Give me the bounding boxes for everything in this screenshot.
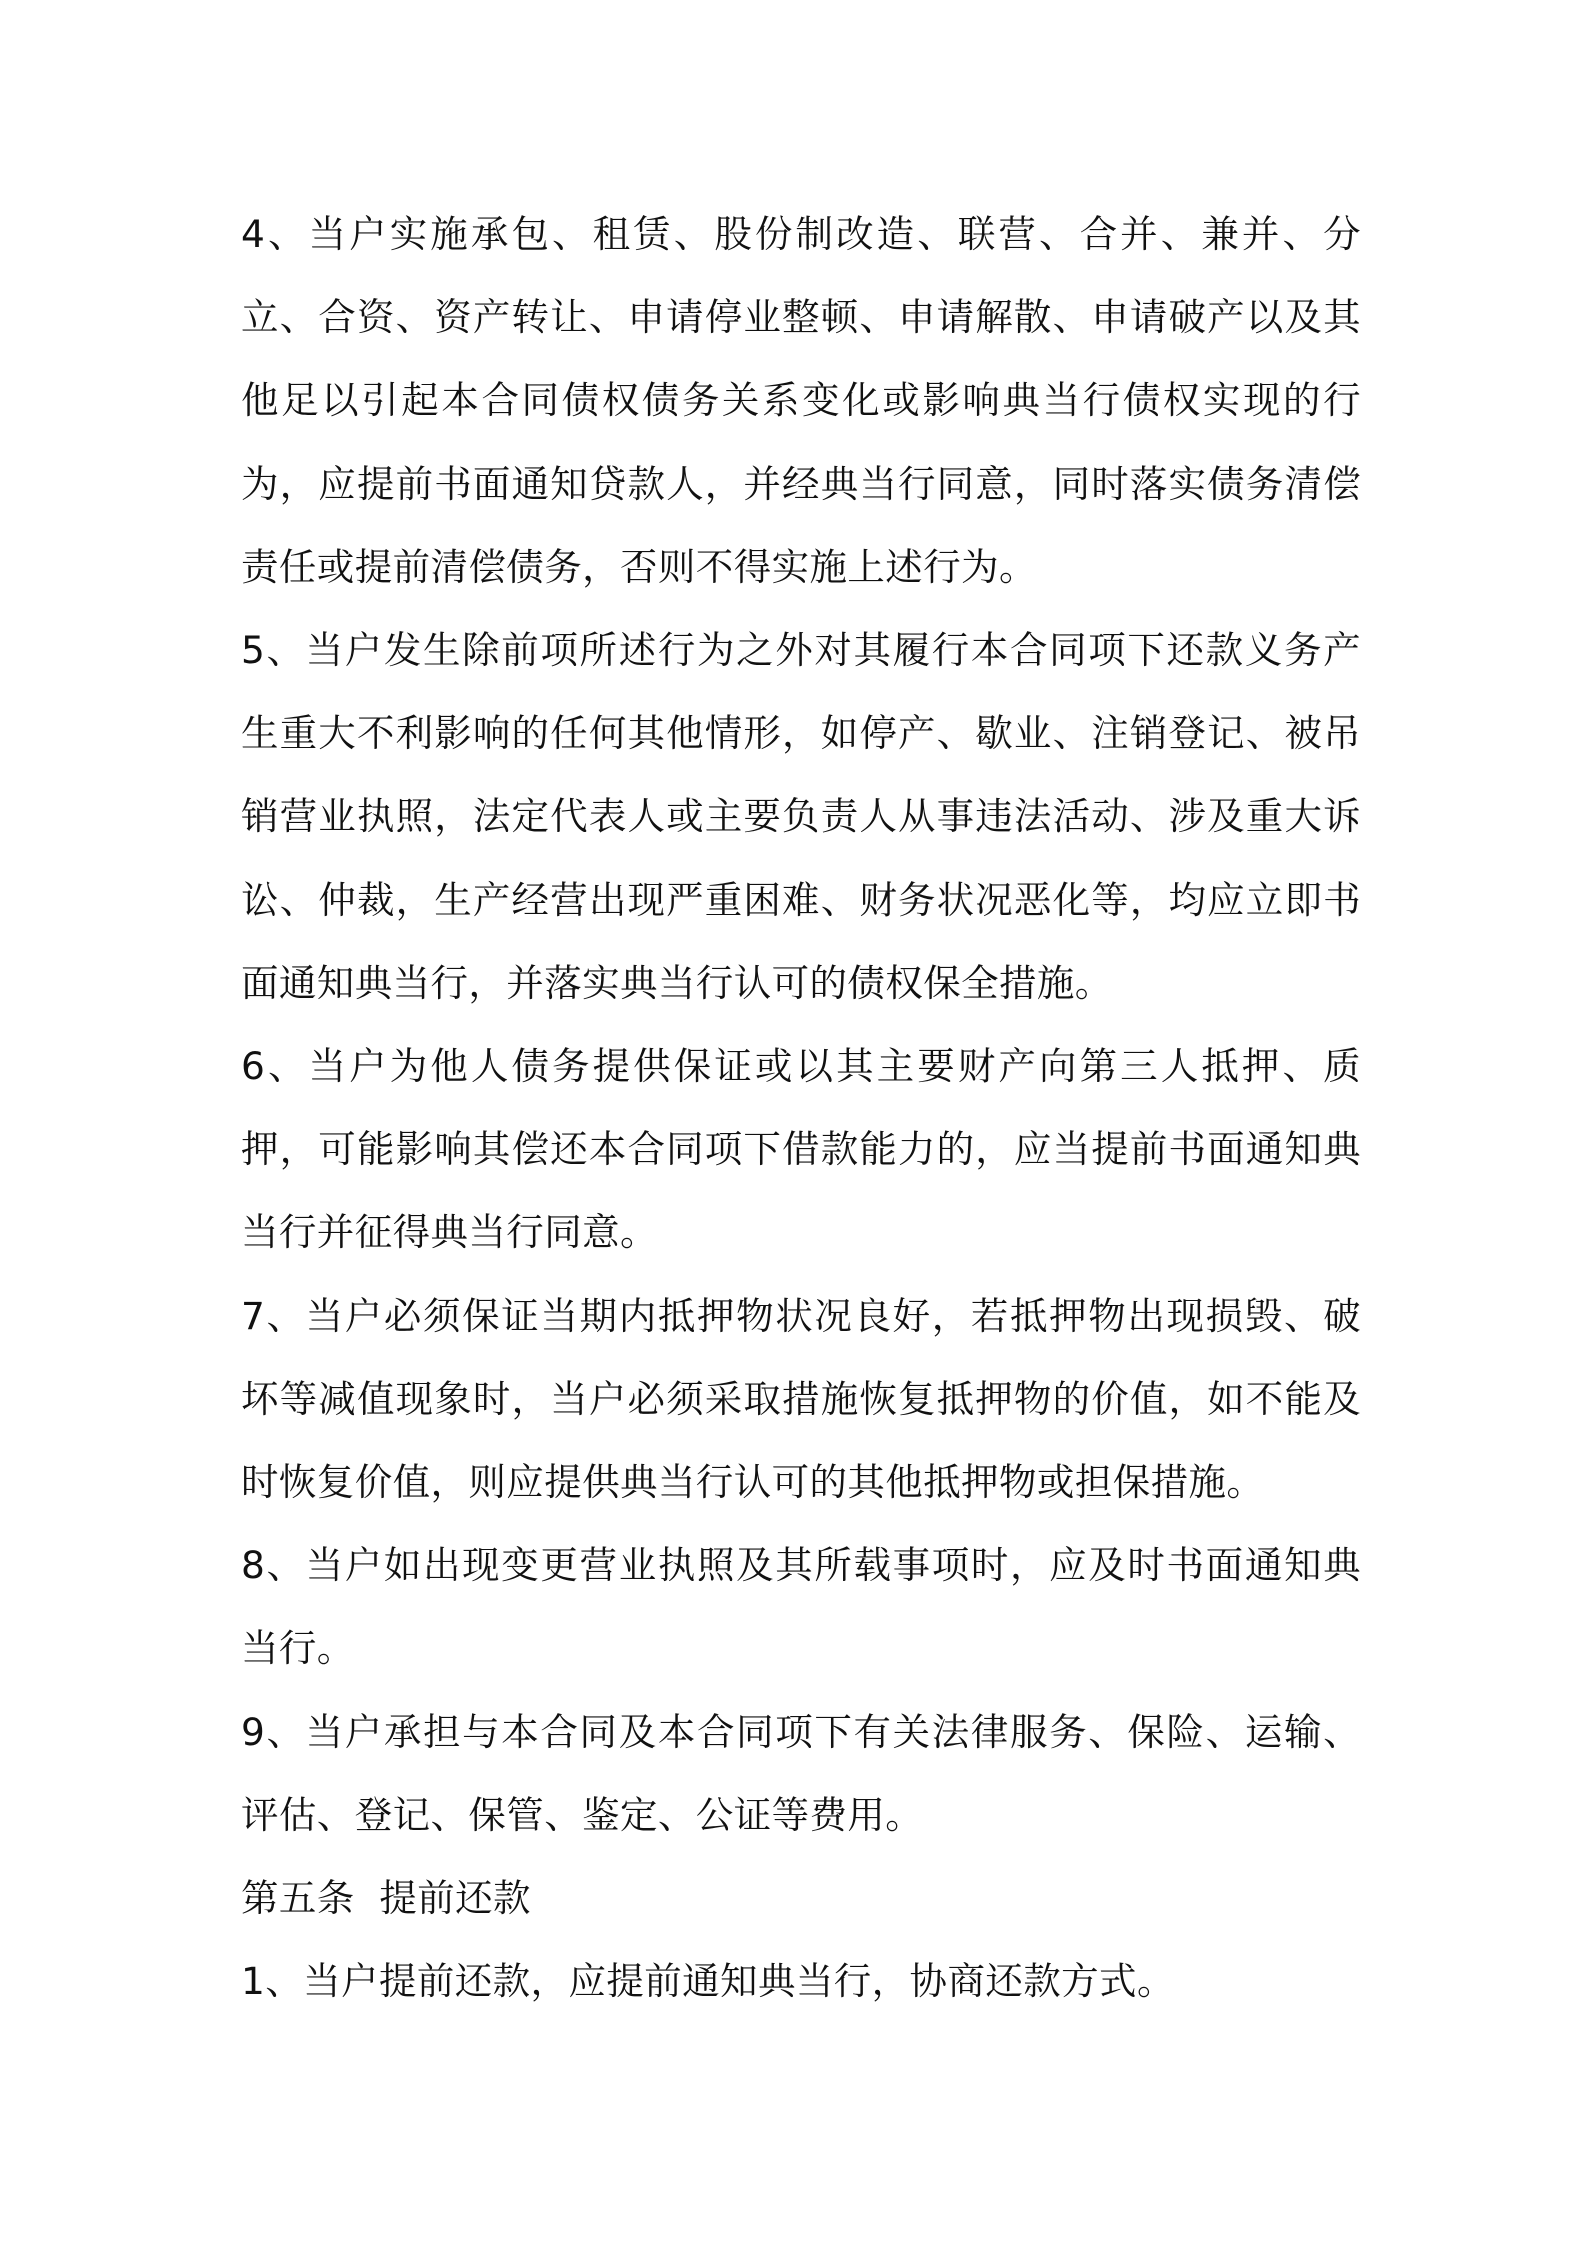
clause-7-paragraph: 7、当户必须保证当期内抵押物状况良好，若抵押物出现损毁、破坏等减值现象时，当户必须采取措施恢复抵押物的价值，如不能及时恢复价值，则应提供典当行认可的其他抵押物或担保措施。 [241, 1293, 1361, 1505]
clause-6-paragraph: 6、当户为他人债务提供保证或以其主要财产向第三人抵押、质押，可能影响其偿还本合同项下借款能力的，应当提前书面通知典当行并征得典当行同意。 [241, 1044, 1361, 1255]
clause-4-paragraph: 4、当户实施承包、租赁、股份制改造、联营、合并、兼并、分立、合资、资产转让、申请停业整顿、申请解散、申请破产以及其他足以引起本合同债权债务关系变化或影响典当行债权实现的行为，应提前书面通知贷款人，并经典当行同意，同时落实债务清偿责任或提前清偿债务，否则不得实施上述行为。 [241, 212, 1361, 589]
clause-9-paragraph: 9、当户承担与本合同及本合同项下有关法律服务、保险、运输、评估、登记、保管、鉴定、公证等费用。 [241, 1709, 1361, 1837]
clause-5-paragraph: 5、当户发生除前项所述行为之外对其履行本合同项下还款义务产生重大不利影响的任何其他情形，如停产、歇业、注销登记、被吊销营业执照，法定代表人或主要负责人从事违法活动、涉及重大诉讼、仲裁，生产经营出现严重困难、财务状况恶化等，均应立即书面通知典当行，并落实典当行认可的债权保全措施。 [241, 628, 1361, 1005]
clause-8-paragraph: 8、当户如出现变更营业执照及其所载事项时，应及时书面通知典当行。 [241, 1543, 1361, 1671]
section-heading: 第五条 提前还款 [241, 1876, 531, 1921]
section-5-clause-1-paragraph: 1、当户提前还款，应提前通知典当行，协商还款方式。 [241, 1959, 1175, 2004]
document-body [241, 193, 1361, 2023]
